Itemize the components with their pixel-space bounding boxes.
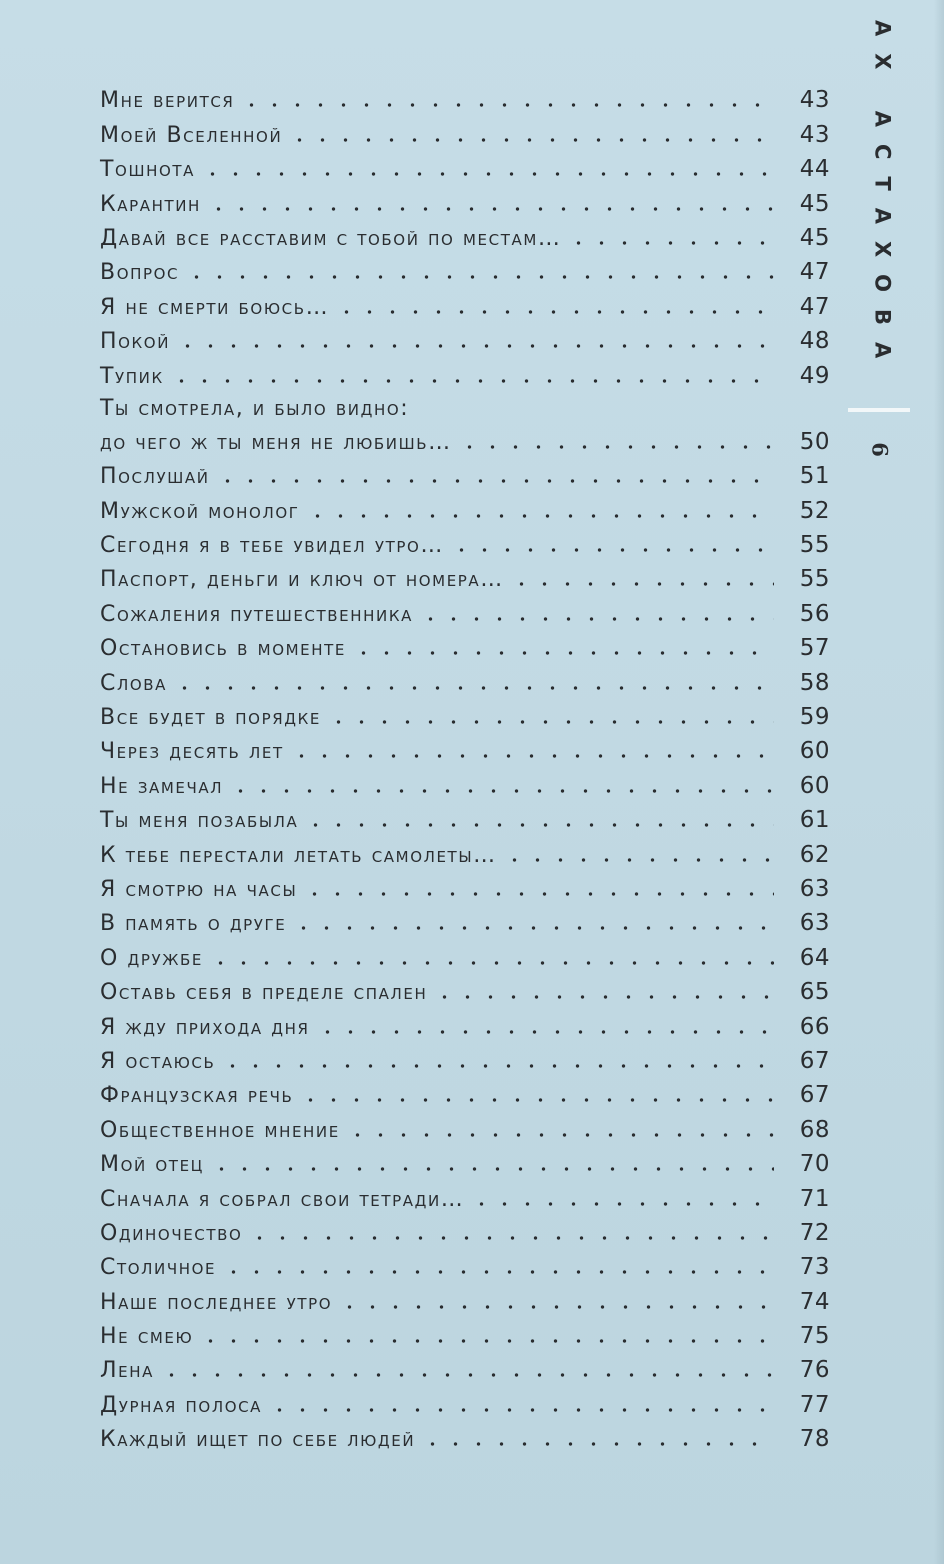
toc-entry-title: Послушай	[100, 464, 210, 490]
toc-entry	[100, 1075, 830, 1109]
toc-entry	[100, 1247, 830, 1281]
toc-entry	[100, 869, 830, 903]
toc-leader-dots	[209, 959, 774, 967]
toc-leader-dots	[288, 136, 774, 144]
toc-page-number: 56	[799, 600, 830, 627]
toc-leader-dots	[221, 1062, 774, 1070]
toc-page-number: 73	[799, 1254, 830, 1281]
toc-entry	[100, 149, 830, 183]
toc-page-number: 47	[799, 259, 830, 286]
toc-entry-line	[100, 390, 830, 422]
toc-entry-title: Давай все расставим с тобой по местам…	[100, 225, 562, 251]
toc-entry-title: Мужской монолог	[100, 498, 300, 524]
toc-entry-title: Вопрос	[100, 260, 180, 286]
toc-page-number: 43	[799, 121, 830, 148]
toc-entry	[100, 252, 830, 286]
toc-leader-dots	[173, 684, 774, 692]
toc-page-number: 68	[799, 1116, 830, 1143]
toc-entry	[100, 183, 830, 217]
toc-page-number: 77	[799, 1391, 830, 1418]
toc-leader-dots	[316, 1028, 774, 1036]
toc-entry-title: Мне верится	[100, 88, 235, 114]
toc-entry	[100, 1419, 830, 1453]
toc-entry	[100, 628, 830, 662]
toc-page-number: 72	[799, 1219, 830, 1246]
toc-page-number: 67	[799, 1082, 830, 1109]
toc-page-number: 71	[799, 1185, 830, 1212]
toc-leader-dots	[433, 993, 774, 1001]
toc-entry-title: Ты смотрела, и было видно:	[100, 395, 410, 421]
toc-entry-title: О дружбе	[100, 945, 203, 971]
toc-page-number: 48	[799, 328, 830, 355]
toc-entry-title: Покой	[100, 329, 171, 355]
toc-entry	[100, 1006, 830, 1040]
toc-entry-title: Тошнота	[100, 157, 195, 183]
toc-entry-title: Слова	[100, 670, 167, 696]
page-number: 6	[867, 442, 893, 457]
running-head-author: АХ АСТАХОВА	[870, 20, 895, 376]
toc-leader-dots	[290, 752, 774, 760]
toc-entry	[100, 1316, 830, 1350]
toc-entry-title: Сожаления путешественника	[100, 601, 413, 627]
toc-entry	[100, 903, 830, 937]
toc-entry-title: Я жду прихода дня	[100, 1014, 310, 1040]
toc-entry-title: Лена	[100, 1358, 154, 1384]
toc-leader-dots	[170, 377, 774, 385]
toc-leader-dots	[510, 580, 774, 588]
toc-page-number: 78	[799, 1426, 830, 1453]
toc-entry-title: Все будет в порядке	[100, 705, 321, 731]
toc-leader-dots	[421, 1440, 774, 1448]
page-edge-shadow	[934, 0, 944, 1564]
toc-entry	[100, 355, 830, 389]
toc-leader-dots	[338, 1303, 774, 1311]
toc-leader-dots	[240, 101, 774, 109]
toc-page-number: 50	[799, 428, 830, 455]
toc-page-number: 62	[799, 841, 830, 868]
toc-leader-dots	[470, 1200, 774, 1208]
toc-page-number: 55	[799, 566, 830, 593]
toc-page-number: 76	[799, 1357, 830, 1384]
toc-leader-dots	[335, 308, 774, 316]
toc-entry	[100, 559, 830, 593]
toc-leader-dots	[292, 924, 774, 932]
toc-page-number: 63	[799, 875, 830, 902]
toc-entry	[100, 218, 830, 252]
toc-entry	[100, 1384, 830, 1418]
toc-entry	[100, 1178, 830, 1212]
toc-entry-title: Сначала я собрал свои тетради…	[100, 1186, 465, 1212]
toc-entry	[100, 662, 830, 696]
toc-leader-dots	[299, 1096, 774, 1104]
toc-entry	[100, 593, 830, 627]
toc-leader-dots	[268, 1406, 774, 1414]
toc-entry-title: Столичное	[100, 1255, 217, 1281]
toc-leader-dots	[503, 856, 774, 864]
toc-entry	[100, 731, 830, 765]
toc-leader-dots	[303, 890, 774, 898]
toc-page-number: 60	[799, 772, 830, 799]
toc-entry-title: Карантин	[100, 191, 201, 217]
toc-entry-title: Не смею	[100, 1324, 194, 1350]
toc-entry	[100, 1281, 830, 1315]
toc-leader-dots	[306, 512, 775, 520]
toc-page-number: 64	[799, 944, 830, 971]
toc-page-number: 63	[799, 910, 830, 937]
toc-leader-dots	[185, 273, 774, 281]
toc-page-number: 75	[799, 1323, 830, 1350]
toc-entry-title: Тупик	[100, 363, 164, 389]
running-head-divider	[848, 408, 910, 412]
toc-entry-title: до чего ж ты меня не любишь…	[100, 429, 452, 455]
toc-leader-dots	[352, 649, 774, 657]
toc-page-number: 61	[799, 807, 830, 834]
toc-leader-dots	[207, 205, 774, 213]
toc-leader-dots	[210, 1165, 774, 1173]
toc-leader-dots	[458, 443, 774, 451]
toc-entry-title: Через десять лет	[100, 739, 284, 765]
toc-page-number: 70	[799, 1151, 830, 1178]
toc-page-number: 43	[799, 87, 830, 114]
toc-page-number: 58	[799, 669, 830, 696]
toc-leader-dots	[160, 1371, 774, 1379]
toc-entry-title: К тебе перестали летать самолеты…	[100, 842, 497, 868]
toc-entry-title: Не замечал	[100, 773, 224, 799]
toc-entry-title: Каждый ищет по себе людей	[100, 1427, 416, 1453]
toc-page-number: 47	[799, 293, 830, 320]
toc-entry-title: Французская речь	[100, 1083, 294, 1109]
toc-entry-title: Остановись в моменте	[100, 636, 346, 662]
running-head	[862, 20, 902, 420]
toc-leader-dots	[222, 1268, 774, 1276]
toc-leader-dots	[304, 821, 774, 829]
toc-entry-title: Паспорт, деньги и ключ от номера…	[100, 567, 504, 593]
toc-entry	[100, 697, 830, 731]
toc-page-number: 59	[799, 704, 830, 731]
toc-page-number: 67	[799, 1047, 830, 1074]
toc-entry-title: Сегодня я в тебе увидел утро…	[100, 533, 444, 559]
toc-entry	[100, 1350, 830, 1384]
toc-leader-dots	[567, 239, 774, 247]
toc-entry-title: Я смотрю на часы	[100, 876, 298, 902]
toc-entry-title: Наше последнее утро	[100, 1289, 333, 1315]
toc-entry	[100, 525, 830, 559]
toc-leader-dots	[201, 170, 774, 178]
toc-entry	[100, 1109, 830, 1143]
toc-entry-title: Общественное мнение	[100, 1117, 340, 1143]
toc-leader-dots	[346, 1131, 774, 1139]
toc-page-number: 51	[799, 463, 830, 490]
toc-entry-title: Дурная полоса	[100, 1392, 263, 1418]
toc-page-number: 49	[799, 362, 830, 389]
toc-entry	[100, 114, 830, 148]
toc-entry	[100, 972, 830, 1006]
table-of-contents	[100, 80, 830, 1453]
toc-page-number: 45	[799, 224, 830, 251]
toc-page-number: 65	[799, 979, 830, 1006]
toc-page-number: 52	[799, 497, 830, 524]
toc-leader-dots	[176, 342, 774, 350]
toc-entry	[100, 937, 830, 971]
toc-page-number: 44	[799, 156, 830, 183]
toc-page-number: 57	[799, 635, 830, 662]
toc-entry	[100, 456, 830, 490]
toc-leader-dots	[199, 1337, 774, 1345]
toc-entry	[100, 800, 830, 834]
toc-entry	[100, 490, 830, 524]
toc-entry	[100, 80, 830, 114]
toc-entry	[100, 286, 830, 320]
toc-leader-dots	[248, 1234, 774, 1242]
toc-entry	[100, 765, 830, 799]
toc-entry-title: Моей Вселенной	[100, 122, 283, 148]
toc-entry	[100, 1041, 830, 1075]
toc-leader-dots	[216, 477, 774, 485]
toc-entry	[100, 1144, 830, 1178]
toc-entry	[100, 1213, 830, 1247]
toc-leader-dots	[327, 718, 774, 726]
toc-entry	[100, 834, 830, 868]
toc-page-number: 60	[799, 738, 830, 765]
toc-page-number: 55	[799, 532, 830, 559]
toc-entry-title: Мой отец	[100, 1152, 204, 1178]
toc-page-number: 66	[799, 1013, 830, 1040]
toc-leader-dots	[450, 546, 774, 554]
toc-entry-title: Я не смерти боюсь…	[100, 294, 330, 320]
toc-page-number: 45	[799, 190, 830, 217]
toc-entry-title: Одиночество	[100, 1220, 243, 1246]
toc-entry-title: В память о друге	[100, 911, 287, 937]
toc-entry	[100, 422, 830, 456]
toc-leader-dots	[229, 787, 774, 795]
toc-entry-title: Ты меня позабыла	[100, 808, 299, 834]
toc-entry	[100, 321, 830, 355]
toc-entry-title: Оставь себя в пределе спален	[100, 980, 428, 1006]
toc-entry-title: Я остаюсь	[100, 1048, 216, 1074]
toc-leader-dots	[419, 615, 774, 623]
toc-page-number: 74	[799, 1288, 830, 1315]
